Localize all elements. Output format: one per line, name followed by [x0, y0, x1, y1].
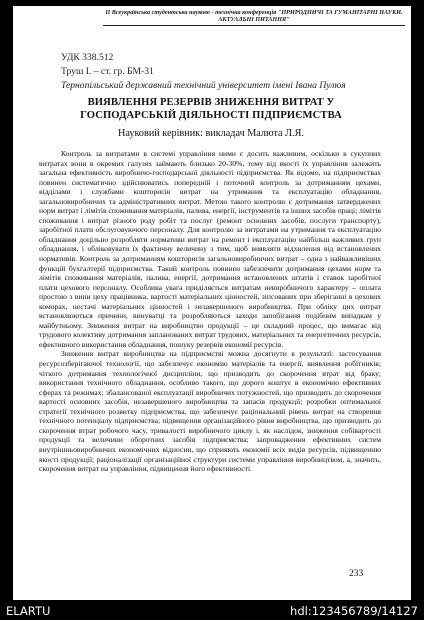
conference-header-line2: АКТУАЛЬНІ ПИТАННЯ" [218, 16, 290, 23]
author-line: Труш І. – ст. гр. БМ-31 [61, 66, 154, 77]
page-number: 233 [349, 569, 364, 579]
article-body [39, 149, 381, 474]
document-page [13, 6, 411, 600]
repository-footer [0, 602, 424, 620]
article-title-line2: ГОСПОДАРСЬКІЙ ДІЯЛЬНОСТІ ПІДПРИЄМСТВА [80, 109, 342, 121]
conference-header [103, 9, 405, 26]
article-title [61, 97, 361, 122]
body-paragraph-1: Контроль за витратами в системі управління ними є досить важливим, оскільки в сукупних витратах вони в окремих галузях займають близько 20-30%, тому від якості їх управління залежить загальна ефективність виробничо-господарської діяльності підприємства. Як відомо, на підприємствах повинен систематично здійснюватись попередній і поточний контроль за дотриманням цехами, відділами і службами кошторисів витрат на утримання та експлуатацію обладнання, загальновиробничих та адміністративних витрат. Метою такого контролю є дотримання затверджених норм витрат і лімітів споживання матеріалів, палива, енергії, інструментів та інших засобів праці; лімітів споживання і витрат різного роду робіт та послуг (ремонт основних засобів, послуги транспорту), заробітної плати обслуговуючого персоналу. Для контролю за витратами на утримання та експлуатацію обладнання доцільно розробляти нормативи витрат на ремонт і експлуатацію найбільш важливих груп обладнання, і обліковувати їх фактичну величину з тим, щоб виявляти відхилення від встановлених нормативів. Контроль за дотриманням кошторисів загальновиробничих витрат – одна з найважливіших функцій бухгалтерії підприємства. Такий контроль повинен забезпечити дотримання цехами норм та лімітів споживання матеріалів, палива, енергії, дотримання встановлених штатів і ставок заробітної плати цехового персоналу. Особлива увага приділяється витратам невиробничого характеру – оплата простою з вини цеху працівника, вартості матеріальних цінностей, зіпсованих при зберіганні в цехових коморах, нестачі матеріальних цінностей і незавершеного виробництва. При обліку цих витрат встановлюються причини, винуватці та розробляються заходи запобігання подібним випадкам у майбутньому. Зниження витрат на виробництво продукції – це складний процес, що вимагає від трудового колективу дотримання запланованих витрат трудових, матеріальних та енергетичних ресурсів, ефективного використання обладнання, пошуку резервів економії ресурсів. [39, 149, 381, 349]
body-paragraph-2: Зниження витрат виробництва на підприємстві можна досягнути в результаті: застосування ресурсозберігаючої технології, що забезпечує економію матеріалів та енергії, виявлення робітників; чіткого дотримання технологічної дисципліни, що призводить до скорочення втрат від браку; використання технічного обладнання, особливо такого, що дорого коштує в економічно ефективних сферах та режимах; збалансованої експлуатації виробничих потужностей, що призводить до скорочення вартості основних засобів, незавершеного виробництва та запасів продукції; розробки оптимальної стратегії технічного розвитку підприємства, що забезпечує раціональний рівень витрат на створення технічного потенціалу підприємства; підвищення організаційного рівня виробництва, що призводить до скорочення втрат робочого часу, тривалості виробничого циклу і, як наслідок, зниження собівартості продукції та величини оборотних засобів підприємства; запровадження ефективних систем внутрішньовиробничих економічних відносин, що сприяють економії всіх видів ресурсів, підвищенню якості продукції; раціоналізації організаційної структури системи управління виробництвом, а, значить, скорочення витрат на управління, підвищення його ефективності. [39, 349, 381, 474]
udk-code: УДК 338.512 [61, 52, 114, 63]
handle-id: hdl:123456789/14127 [290, 604, 418, 618]
article-title-line1: ВИЯВЛЕННЯ РЕЗЕРВІВ ЗНИЖЕННЯ ВИТРАТ У [87, 97, 335, 108]
repository-name: ELARTU [6, 604, 51, 618]
university-line: Тернопільський державний технічний університет імені Івана Пулюя [61, 80, 346, 91]
conference-header-line1: ІІ Всеукраїнська студентська науково - технічна конференція "ПРИРОДНИЧІ ТА ГУМАНІТАРНІ НАУКИ. [105, 9, 403, 16]
supervisor-line: Науковий керівник: викладач Малюта Л.Я. [118, 128, 304, 139]
